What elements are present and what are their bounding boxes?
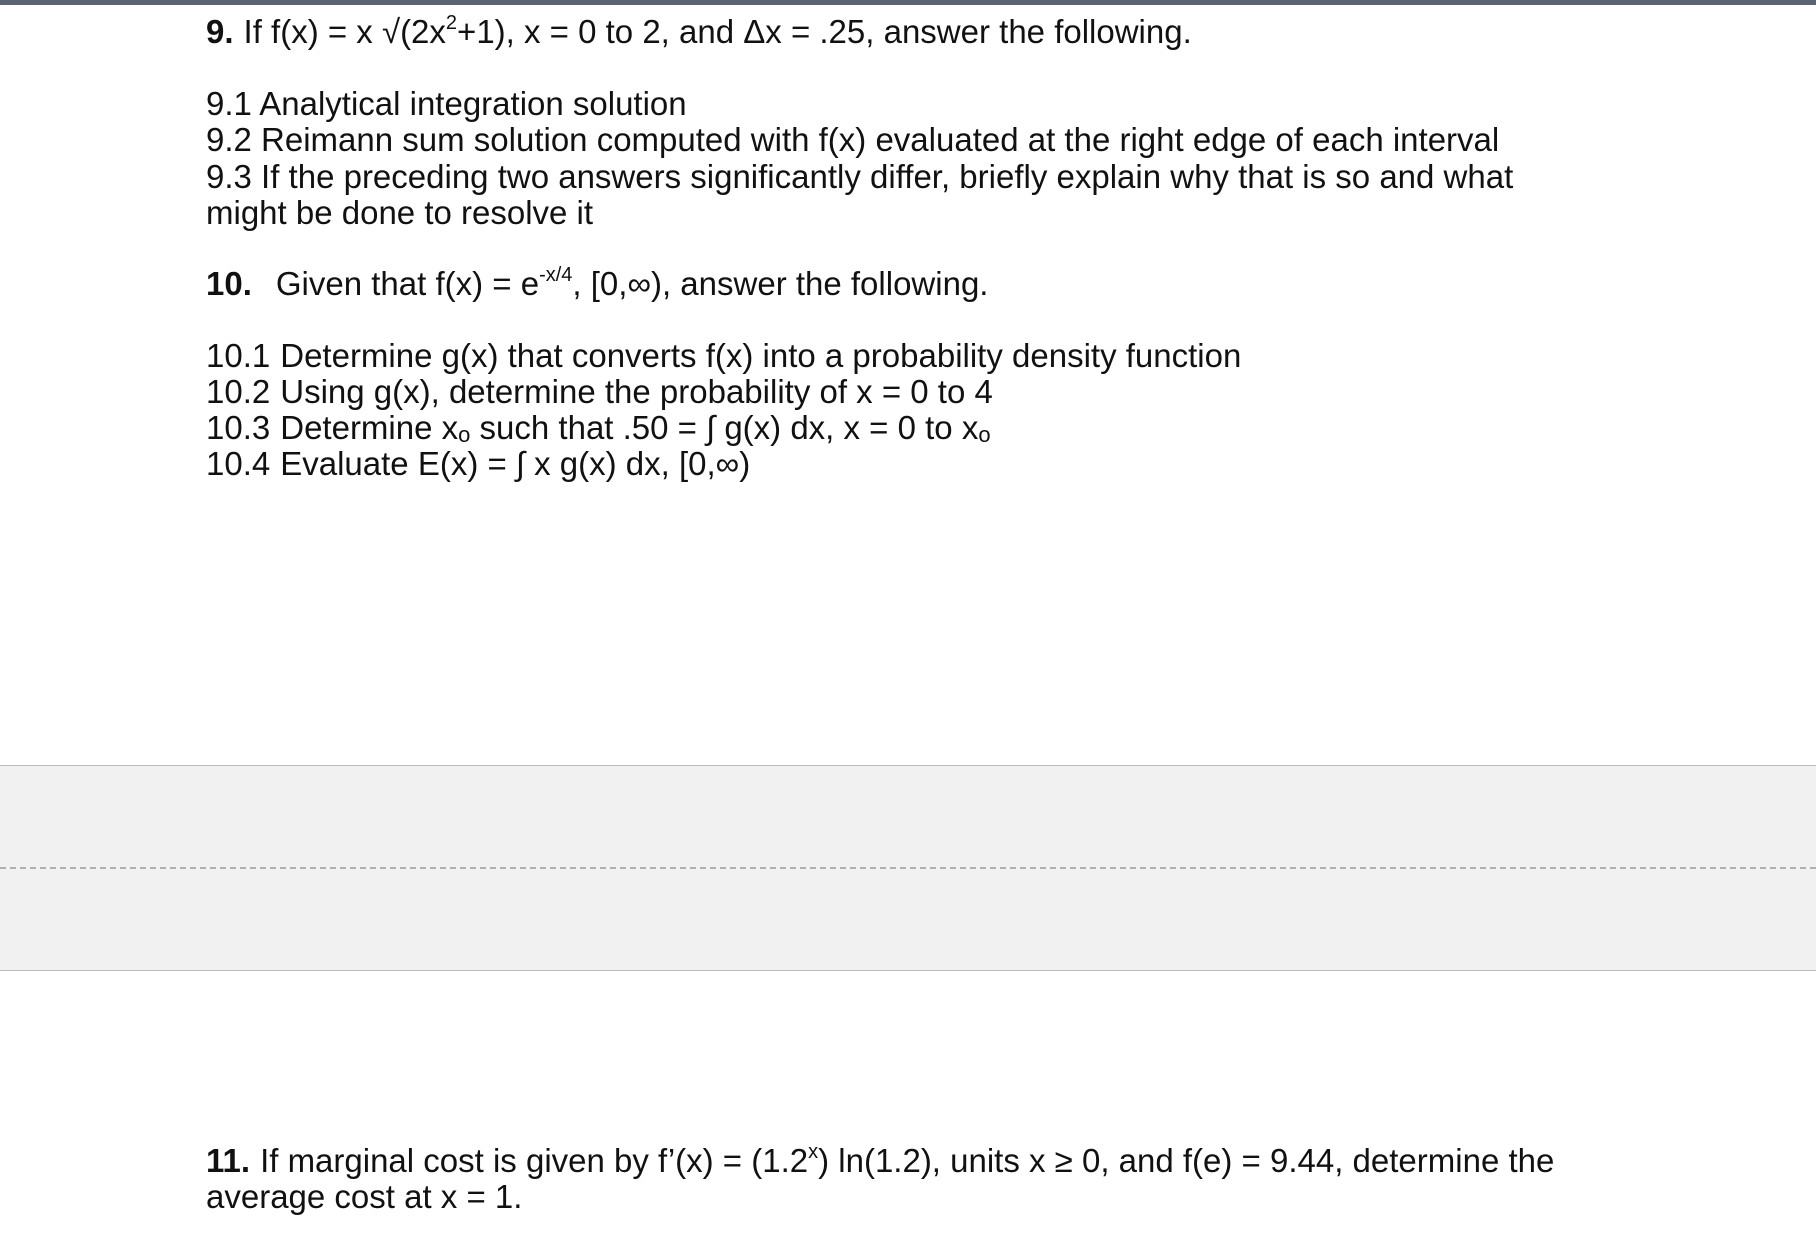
question-10-stem bbox=[206, 265, 988, 303]
question-9-stem bbox=[206, 13, 1192, 51]
question-10-item-3 bbox=[206, 409, 991, 447]
question-9-item-3: 9.3 If the preceding two answers significantly differ, briefly explain why that is so and what bbox=[206, 158, 1514, 195]
question-11-number: 11. bbox=[206, 1142, 251, 1179]
item-text: Evaluate E(x) = ∫ x g(x) dx, [0,∞) bbox=[280, 445, 751, 482]
subscript: o bbox=[458, 422, 471, 447]
item-text: Determine x bbox=[280, 409, 459, 446]
page-break-band bbox=[0, 765, 1816, 971]
question-9-text-rest: +1), x = 0 to 2, and Δx = .25, answer the following. bbox=[457, 13, 1192, 50]
item-text: Determine g(x) that converts f(x) into a probability density function bbox=[280, 337, 1242, 374]
page-break-dashed-line bbox=[0, 867, 1816, 869]
question-10-exponent: -x/4 bbox=[539, 264, 573, 286]
question-9-exponent: 2 bbox=[445, 12, 458, 34]
question-9-text: If f(x) = x √(2x bbox=[243, 13, 446, 50]
item-number: 10.4 bbox=[206, 445, 271, 482]
item-text-mid: such that .50 = ∫ g(x) dx, x = 0 to x bbox=[470, 409, 979, 446]
subscript: o bbox=[978, 422, 991, 447]
item-number: 10.2 bbox=[206, 373, 271, 410]
question-10-item-4 bbox=[206, 445, 750, 483]
question-11-exponent: x bbox=[808, 1141, 819, 1163]
question-10-number: 10. bbox=[206, 265, 252, 302]
question-11-text: If marginal cost is given by f’(x) = (1.2 bbox=[260, 1142, 809, 1179]
item-number: 10.1 bbox=[206, 337, 271, 374]
question-11-line-2: average cost at x = 1. bbox=[206, 1178, 523, 1215]
question-10-text: Given that f(x) = e bbox=[275, 265, 540, 302]
item-number: 10.3 bbox=[206, 409, 271, 446]
question-10-text-rest: , [0,∞), answer the following. bbox=[572, 265, 989, 302]
question-11-stem bbox=[206, 1142, 1554, 1180]
item-text: Using g(x), determine the probability of x = 0 to 4 bbox=[280, 373, 993, 410]
question-11-text-rest: ) ln(1.2), units x ≥ 0, and f(e) = 9.44, determine the bbox=[818, 1142, 1555, 1179]
question-9-item-2: 9.2 Reimann sum solution computed with f(x) evaluated at the right edge of each interval bbox=[206, 121, 1500, 158]
top-border bbox=[0, 0, 1816, 5]
question-10-item-1 bbox=[206, 337, 1241, 375]
question-10-item-2 bbox=[206, 373, 993, 411]
question-9-item-1: 9.1 Analytical integration solution bbox=[206, 85, 687, 122]
question-9-item-3-continued: might be done to resolve it bbox=[206, 194, 594, 231]
question-9-number: 9. bbox=[206, 13, 234, 50]
